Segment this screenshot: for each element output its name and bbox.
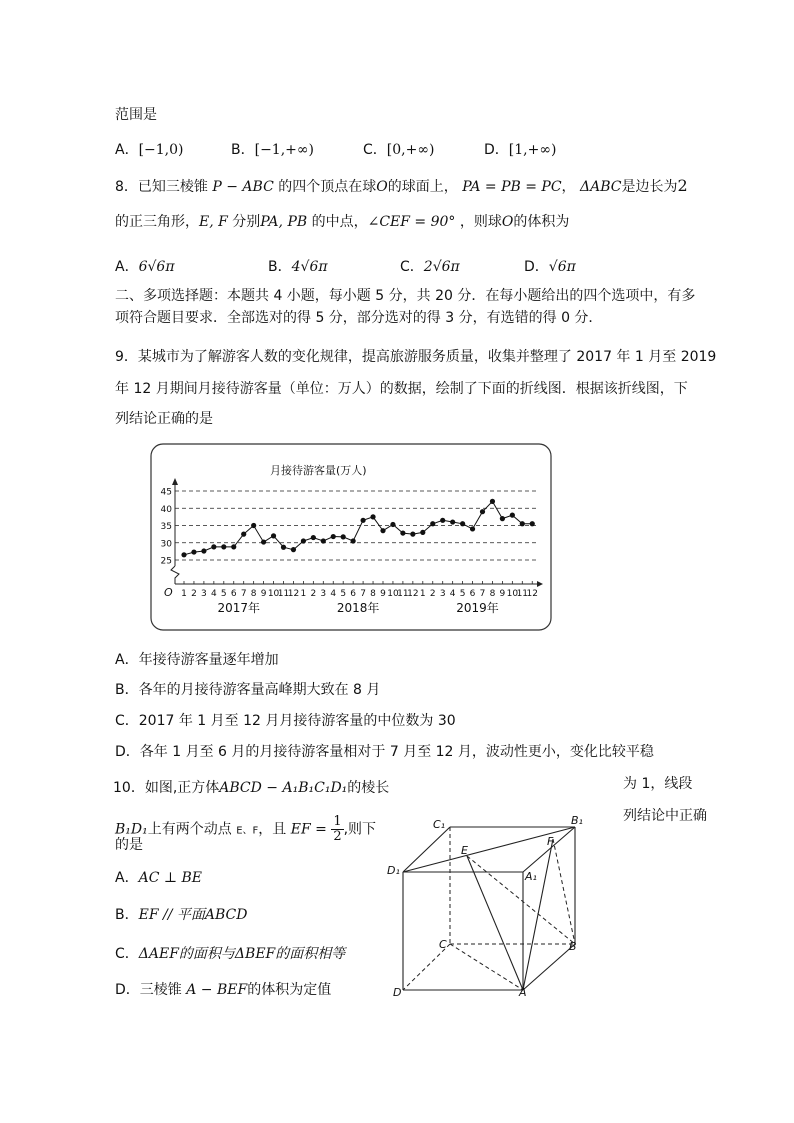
q7-option-a: A．[−1,0): [115, 142, 184, 158]
chart-data-point: [281, 545, 286, 550]
chart-x-tick-label: 8: [370, 589, 376, 599]
chart-x-tick-label: 3: [201, 589, 207, 599]
chart-data-point: [510, 513, 515, 518]
chart-data-point: [321, 538, 326, 543]
chart-data-point: [420, 530, 425, 535]
q9-option-d: D．各年 1 月至 6 月的月接待游客量相对于 7 月至 12 月，波动性更小，变化比较平稳: [115, 744, 654, 760]
q7-option-b: B．[−1,+∞): [231, 142, 315, 158]
chart-data-point: [440, 518, 445, 523]
chart-data-point: [530, 521, 535, 526]
chart-x-tick-label: 5: [459, 589, 466, 599]
chart-year-label: 2018年: [336, 601, 380, 615]
q8-stem-line2: 的正三角形，E, F 分别PA, PB 的中点，∠CEF = 90° ，则球O的体积为: [115, 214, 570, 230]
q10-option-d: D．三棱锥 A − BEF的体积为定值: [115, 982, 332, 998]
chart-data-point: [301, 538, 306, 543]
chart-x-tick-label: 8: [489, 589, 496, 599]
q10-stem-line1-right: 为 1，线段: [623, 776, 693, 792]
q10-fraction: $\frac{1}{2}$: [333, 814, 342, 844]
chart-data-point: [500, 516, 505, 521]
chart-x-tick-label: 11: [277, 589, 290, 599]
chart-x-tick-label: 1: [300, 589, 307, 599]
chart-data-point: [410, 532, 415, 537]
label-c1: C₁: [433, 818, 446, 831]
chart-x-tick-label: 4: [330, 589, 337, 599]
chart-x-tick-label: 10: [506, 589, 519, 599]
q8-option-a: A．6√6π: [115, 259, 175, 275]
chart-data-point: [241, 532, 246, 537]
chart-x-tick-label: 1: [419, 589, 426, 599]
visitor-line-chart: [150, 443, 552, 631]
segment-ae: [467, 856, 523, 990]
chart-x-tick-label: 12: [526, 589, 538, 599]
q10-stem-line2-right: 列结论中正确: [623, 808, 707, 824]
chart-x-tick-label: 9: [260, 589, 267, 599]
chart-data-point: [261, 539, 266, 544]
q7-option-c: C．[0,+∞): [363, 142, 435, 158]
q9-option-c: C．2017 年 1 月至 12 月月接待游客量的中位数为 30: [115, 713, 456, 729]
label-a1: A₁: [525, 870, 537, 883]
chart-x-tick-label: 12: [407, 589, 419, 599]
chart-data-point: [191, 549, 196, 554]
chart-x-tick-label: 10: [387, 589, 399, 599]
q9-stem-line2: 年 12 月期间月接待游客量（单位：万人）的数据，绘制了下面的折线图．根据该折线图，下: [115, 381, 688, 397]
chart-data-point: [361, 518, 366, 523]
chart-y-tick-label: 35: [160, 522, 172, 532]
diagonal-ac-hidden: [450, 944, 523, 990]
chart-data-point: [460, 521, 465, 526]
q10-stem-line2: B₁D₁上有两个动点 E、F，且 EF = $\frac{1}{2}$ ,则下: [115, 814, 377, 844]
chart-x-tick-label: 3: [439, 589, 446, 599]
chart-data-point: [251, 523, 256, 528]
chart-x-tick-label: 7: [240, 589, 247, 599]
chart-x-tick-label: 6: [469, 589, 476, 599]
q10-option-a: A．AC ⊥ BE: [115, 870, 202, 886]
edge-d1c1: [403, 827, 450, 872]
label-d1: D₁: [387, 864, 400, 877]
q9-option-b: B．各年的月接待游客量高峰期大致在 8 月: [115, 682, 381, 698]
q9-option-a: A．年接待游客量逐年增加: [115, 652, 279, 668]
chart-data-point: [400, 530, 405, 535]
chart-x-tick-label: 4: [449, 589, 456, 599]
chart-x-tick-label: 6: [350, 589, 357, 599]
section2-instructions: 项符合题目要求．全部选对的得 5 分，部分选对的得 3 分，有选错的得 0 分．: [115, 310, 603, 326]
label-d: D: [393, 986, 402, 999]
chart-year-labels: [217, 600, 498, 615]
chart-x-tick-label: 9: [380, 589, 386, 599]
label-b: B: [569, 940, 577, 953]
label-f: F: [547, 835, 554, 848]
chart-title: 月接待游客量(万人): [270, 464, 367, 477]
q8-stem-line1: 8．已知三棱锥 P − ABC 的四个顶点在球O的球面上， PA = PB = PC， ΔABC是边长为2: [115, 176, 688, 195]
q10-stem-line3: 的是: [115, 837, 143, 853]
chart-year-label: 2017年: [217, 601, 260, 615]
segment-be-hidden: [467, 856, 575, 944]
chart-data-point: [311, 535, 316, 540]
chart-x-tick-label: 5: [220, 589, 227, 599]
q10-stem-line1: 10．如图,正方体ABCD − A₁B₁C₁D₁的棱长: [113, 780, 390, 796]
q7-tail-text: 范围是: [115, 107, 157, 123]
q9-stem-line3: 列结论正确的是: [115, 411, 213, 427]
q10-option-b: B．EF // 平面ABCD: [115, 907, 248, 923]
chart-x-tick-label: 2: [191, 589, 197, 599]
chart-data-point: [490, 499, 495, 504]
q8-option-d: D．√6π: [524, 259, 576, 275]
chart-x-tick-label: 11: [516, 589, 529, 599]
chart-data-point: [520, 521, 525, 526]
chart-data-point: [331, 534, 336, 539]
label-a: A: [519, 986, 527, 999]
chart-x-tick-label: 5: [340, 589, 347, 599]
chart-x-tick-label: 12: [287, 589, 300, 599]
chart-data-point: [430, 521, 435, 526]
chart-data-point: [231, 544, 236, 549]
chart-x-tick-label: 2: [429, 589, 436, 599]
label-e: E: [461, 844, 468, 857]
chart-data-point: [450, 519, 455, 524]
q8-option-c: C．2√6π: [400, 259, 460, 275]
q8-option-b: B．4√6π: [268, 259, 328, 275]
chart-x-tick-label: 7: [479, 589, 486, 599]
chart-y-tick-label: 45: [160, 487, 172, 498]
chart-x-tick-label: 6: [230, 589, 237, 599]
q10-option-c: C．ΔAEF的面积与ΔBEF的面积相等: [115, 946, 346, 962]
q9-stem-line1: 9．某城市为了解游客人数的变化规律，提高旅游服务质量，收集并整理了 2017 年 1 月至 2019: [115, 349, 717, 365]
chart-x-tick-label: 10: [267, 589, 280, 599]
label-c: C: [439, 938, 447, 951]
chart-data-point: [390, 522, 395, 527]
chart-data-point: [351, 538, 356, 543]
chart-data-point: [221, 544, 226, 549]
chart-data-point: [211, 544, 216, 549]
cube-figure: [385, 812, 585, 1002]
chart-data-point: [370, 514, 375, 519]
chart-data-point: [271, 533, 276, 538]
chart-year-label: 2019年: [456, 601, 499, 615]
chart-x-tick-label: 2: [310, 589, 317, 599]
section2-title: 二、多项选择题：本题共 4 小题，每小题 5 分，共 20 分．在每小题给出的四个选项中，有多: [115, 288, 696, 304]
chart-x-tick-label: 8: [250, 589, 257, 599]
chart-x-tick-label: 11: [397, 589, 409, 599]
chart-y-tick-label: 30: [160, 539, 172, 550]
chart-data-point: [291, 547, 296, 552]
chart-data-point: [470, 526, 475, 531]
label-b1: B₁: [571, 814, 583, 827]
chart-x-tick-label: 4: [210, 589, 217, 599]
q7-option-d: D．[1,+∞): [484, 142, 557, 158]
chart-y-tick-label: 25: [160, 556, 172, 567]
chart-origin-label: O: [164, 586, 173, 599]
chart-data-point: [480, 509, 485, 514]
chart-y-tick-label: 40: [160, 504, 172, 515]
chart-x-tick-label: 7: [360, 589, 366, 599]
chart-x-tick-label: 1: [181, 589, 187, 599]
chart-data-point: [341, 534, 346, 539]
chart-data-point: [181, 552, 186, 557]
chart-x-tick-label: 9: [499, 589, 506, 599]
chart-x-tick-label: 3: [320, 589, 327, 599]
chart-data-point: [380, 528, 385, 533]
chart-data-point: [201, 548, 206, 553]
